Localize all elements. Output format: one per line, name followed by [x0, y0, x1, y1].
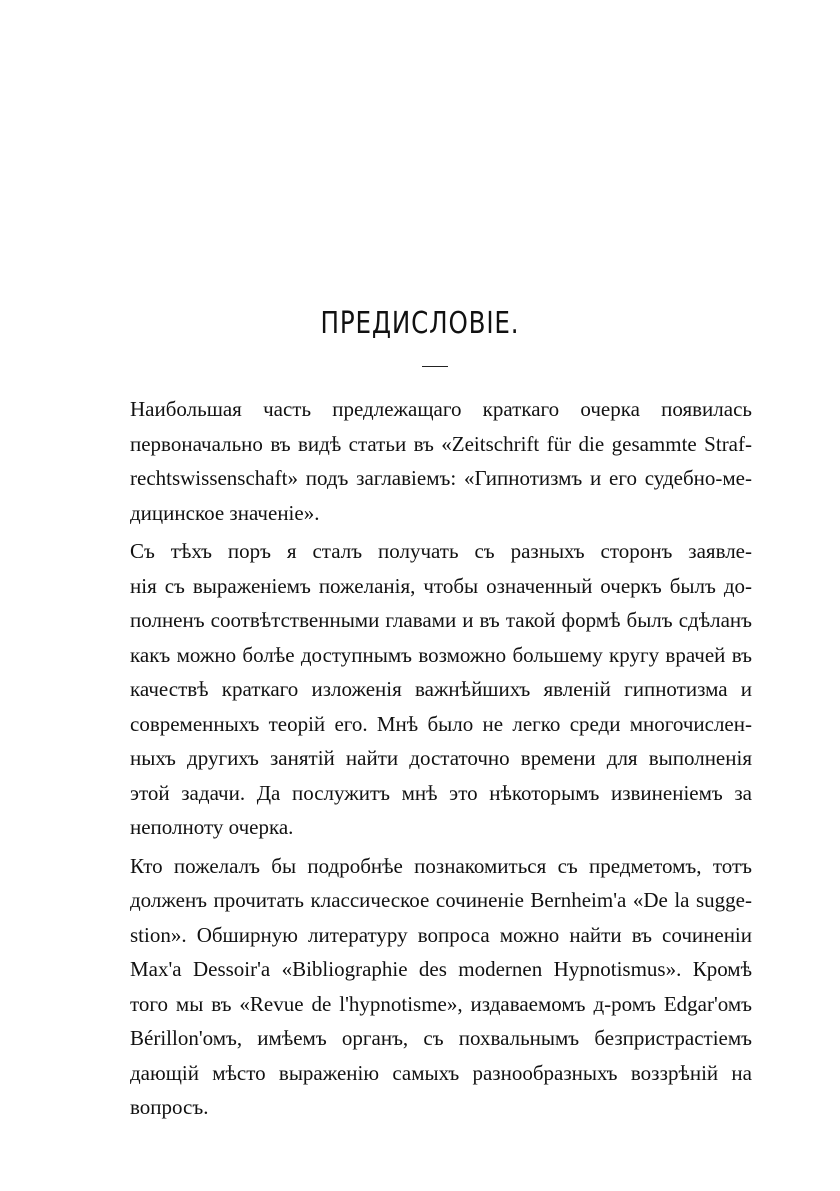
paragraph-3	[130, 849, 752, 1125]
text-line: Max'a Dessoir'a «Bibliographie des modernen Hypnotismus». Кромѣ	[130, 957, 752, 981]
text-line: того мы въ «Revue de l'hypnotisme», издаваемомъ д-ромъ Edgar'омъ	[130, 991, 752, 1016]
text-line: Bérillon'омъ, имѣемъ органъ, съ похвальнымъ безпристрастіемъ	[130, 1026, 752, 1050]
text-line: Наибольшая часть предлежащаго краткаго очерка появилась	[130, 397, 752, 421]
text-line: Кто пожелалъ бы подробнѣе познакомиться съ предметомъ, тотъ	[130, 853, 752, 878]
title-divider	[422, 366, 448, 367]
text-line: современныхъ теорій его. Мнѣ было не легко среди многочислен-	[130, 711, 752, 736]
text-line: неполноту очерка.	[130, 815, 294, 839]
text-line: полненъ соотвѣтственными главами и въ такой формѣ былъ сдѣланъ	[130, 608, 752, 632]
text-line: нія съ выраженіемъ пожеланія, чтобы означенный очеркъ былъ до-	[130, 573, 752, 598]
text-line: ныхъ другихъ занятій найти достаточно времени для выполненія	[130, 746, 752, 770]
text-line: Съ тѣхъ поръ я сталъ получать съ разныхъ сторонъ заявле-	[130, 539, 752, 563]
text-line: дающій мѣсто выраженію самыхъ разнообразныхъ воззрѣній на	[130, 1060, 752, 1085]
text-line: долженъ прочитать классическое сочиненіе Bernheim'a «De la sugge-	[130, 888, 752, 912]
paragraph-2	[130, 534, 752, 845]
text-line: этой задачи. Да послужитъ мнѣ это нѣкоторымъ извиненіемъ за	[130, 780, 752, 805]
text-line: rechtswissenschaft» подъ заглавіемъ: «Гипнотизмъ и его судебно-ме-	[130, 466, 752, 490]
text-line: вопросъ.	[130, 1095, 209, 1119]
text-line: дицинское значеніе».	[130, 500, 320, 525]
page-title: ПРЕДИСЛОВІЕ.	[320, 306, 520, 341]
text-line: первоначально въ видѣ статьи въ «Zeitschrift für die gesammte Straf-	[130, 431, 752, 456]
text-line: stion». Обширную литературу вопроса можно найти въ сочиненіи	[130, 922, 752, 947]
text-line: качествѣ краткаго изложенія важнѣйшихъ явленій гипнотизма и	[130, 677, 752, 701]
text-line: какъ можно болѣе доступнымъ возможно большему кругу врачей въ	[130, 642, 752, 667]
paragraph-1	[130, 392, 752, 530]
preface-text	[130, 392, 752, 1125]
